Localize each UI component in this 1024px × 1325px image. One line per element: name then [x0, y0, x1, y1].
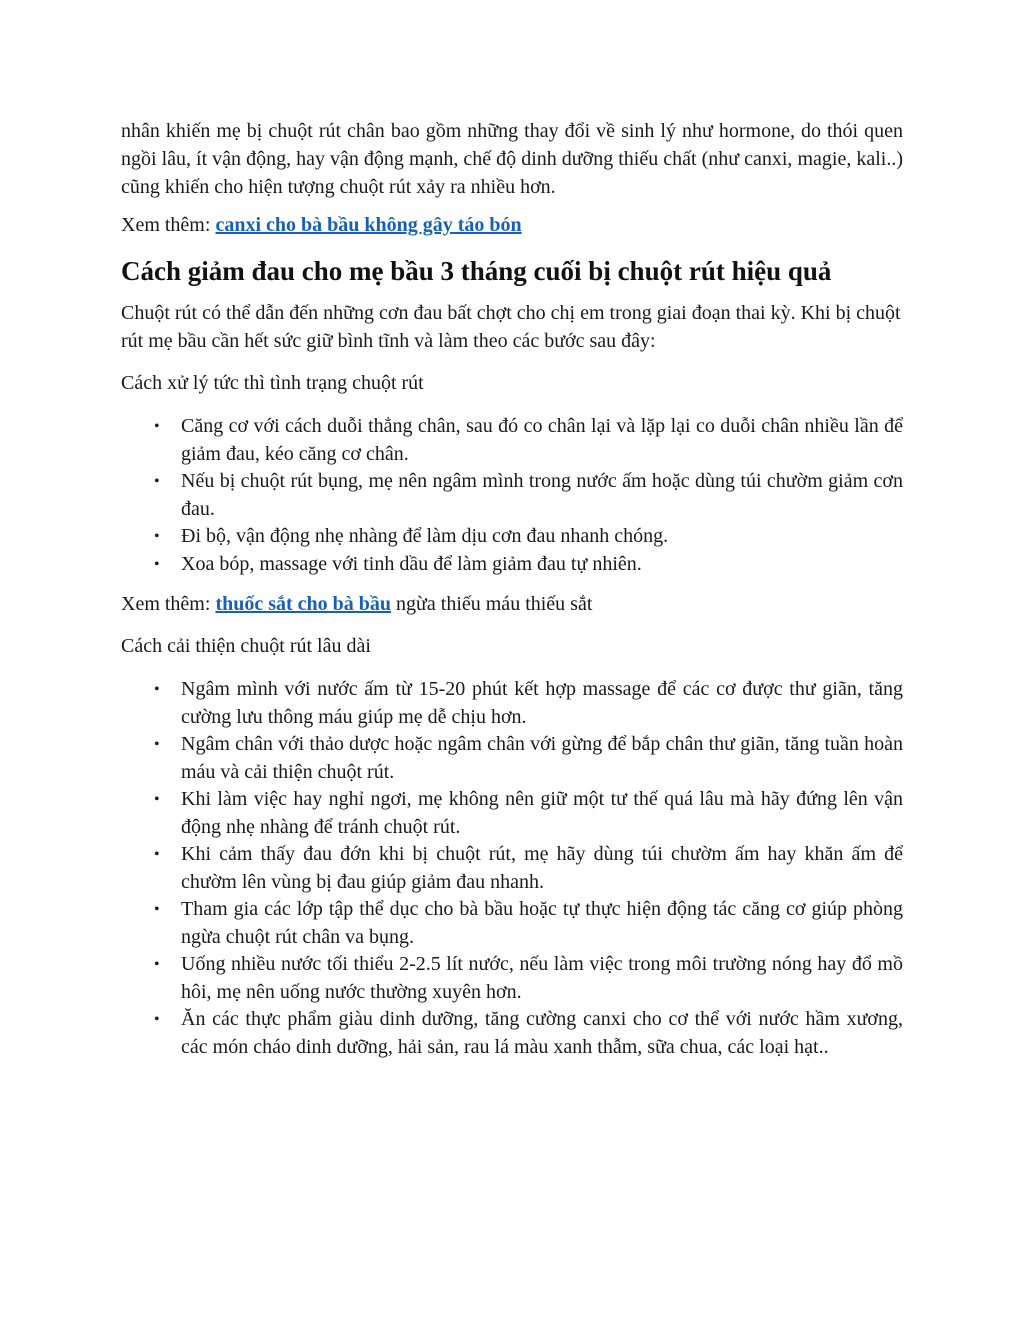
list-item	[121, 731, 903, 786]
section-intro-paragraph: Chuột rút có thể dẫn đến những cơn đau bất chợt cho chị em trong giai đoạn thai kỳ. Khi bị chuột rút mẹ bầu cần hết sức giữ bình tĩnh và làm theo các bước sau đây:	[121, 302, 901, 352]
list-item-text: Đi bộ, vận động nhẹ nhàng để làm dịu cơn đau nhanh chóng.	[181, 525, 669, 547]
document-page	[121, 117, 903, 1061]
bullet-icon: •	[154, 901, 160, 918]
bullet-icon: •	[154, 418, 160, 435]
intro-paragraph: nhân khiến mẹ bị chuột rút chân bao gồm những thay đổi về sinh lý như hormone, do thói quen ngồi lâu, ít vận động, hay vận động mạnh, chế độ dinh dưỡng thiếu chất (như canxi, magie, kali..) cũng khiến cho hiện tượng chuột rút xảy ra nhiều hơn.	[121, 120, 903, 198]
list-item	[121, 676, 903, 731]
bullet-icon: •	[154, 1011, 160, 1028]
bullet-icon: •	[154, 791, 160, 808]
bullet-icon: •	[154, 528, 160, 545]
list-item-text: Tham gia các lớp tập thể dục cho bà bầu hoặc tự thực hiện động tác căng cơ giúp phòng ngừa chuột rút chân va bụng.	[181, 898, 903, 948]
list-item	[121, 551, 903, 579]
list-item-text: Nếu bị chuột rút bụng, mẹ nên ngâm mình trong nước ấm hoặc dùng túi chườm giảm cơn đau.	[181, 470, 903, 520]
bullet-icon: •	[154, 555, 160, 573]
list-item-text: Ngâm chân với thảo dược hoặc ngâm chân với gừng để bắp chân thư giãn, tăng tuần hoàn máu và cải thiện chuột rút.	[181, 733, 903, 783]
bullet-icon: •	[154, 846, 160, 863]
list-item	[121, 786, 903, 841]
subsection-longterm-title: Cách cải thiện chuột rút lâu dài	[121, 635, 371, 657]
list-item-text: Khi làm việc hay nghỉ ngơi, mẹ không nên giữ một tư thế quá lâu mà hãy đứng lên vận động nhẹ nhàng để tránh chuột rút.	[181, 788, 903, 838]
subsection-immediate-title: Cách xử lý tức thì tình trạng chuột rút	[121, 372, 424, 394]
see-also-1-link[interactable]: canxi cho bà bầu không gây táo bón	[215, 214, 522, 236]
list-item	[121, 1006, 903, 1061]
bullet-icon: •	[154, 681, 160, 698]
see-also-2-link[interactable]: thuốc sắt cho bà bầu	[215, 593, 392, 615]
list-item-text: Ngâm mình với nước ấm từ 15-20 phút kết hợp massage để các cơ được thư giãn, tăng cường lưu thông máu giúp mẹ dễ chịu hơn.	[181, 678, 903, 728]
list-item	[121, 896, 903, 951]
see-also-2-suffix: ngừa thiếu máu thiếu sắt	[391, 593, 593, 615]
bullet-icon: •	[154, 473, 160, 490]
list-item	[121, 951, 903, 1006]
see-also-2-prefix: Xem thêm:	[121, 593, 216, 615]
see-also-2	[121, 590, 903, 618]
list-item	[121, 468, 903, 523]
list-item	[121, 841, 903, 896]
see-also-1-prefix: Xem thêm:	[121, 214, 216, 236]
list-item-text: Uống nhiều nước tối thiểu 2-2.5 lít nước, nếu làm việc trong môi trường nóng hay đổ mồ hôi, mẹ nên uống nước thường xuyên hơn.	[181, 953, 903, 1003]
list-item-text: Căng cơ với cách duỗi thẳng chân, sau đó co chân lại và lặp lại co duỗi chân nhiều lần để giảm đau, kéo căng cơ chân.	[181, 415, 903, 465]
list-item	[121, 413, 903, 468]
bullet-icon: •	[154, 956, 160, 973]
see-also-1	[121, 211, 903, 239]
bullet-icon: •	[154, 736, 160, 753]
list-item-text: Ăn các thực phẩm giàu dinh dưỡng, tăng cường canxi cho cơ thể với nước hầm xương, các món cháo dinh dưỡng, hải sản, rau lá màu xanh thẫm, sữa chua, các loại hạt..	[181, 1008, 903, 1058]
section-heading: Cách giảm đau cho mẹ bầu 3 tháng cuối bị chuột rút hiệu quả	[121, 256, 832, 286]
list-item-text: Xoa bóp, massage với tinh dầu để làm giảm đau tự nhiên.	[181, 552, 642, 575]
immediate-steps-list	[121, 413, 903, 578]
longterm-steps-list	[121, 676, 903, 1061]
list-item	[121, 523, 903, 551]
list-item-text: Khi cảm thấy đau đớn khi bị chuột rút, mẹ hãy dùng túi chườm ấm hay khăn ấm để chườm lên vùng bị đau giúp giảm đau nhanh.	[181, 843, 903, 893]
